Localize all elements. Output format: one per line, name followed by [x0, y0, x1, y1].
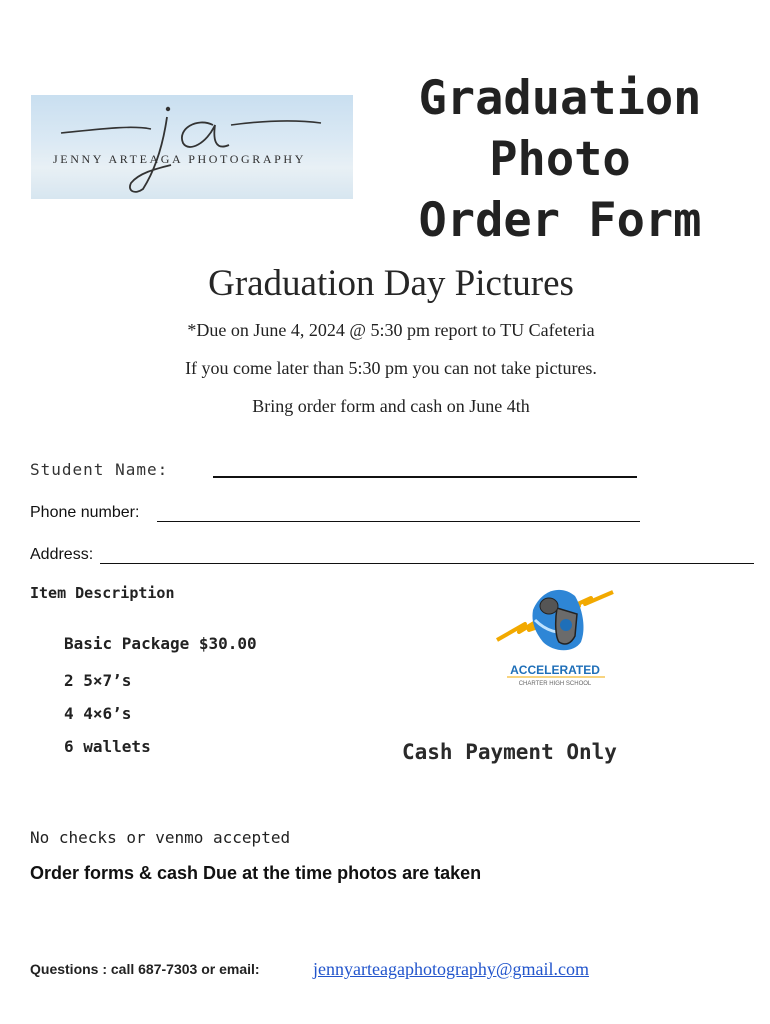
title-line-2: Photo [489, 132, 631, 187]
subtitle: Graduation Day Pictures [208, 263, 574, 304]
package-item: 2 5×7’s [64, 671, 132, 690]
info-due-date: *Due on June 4, 2024 @ 5:30 pm report to TU Cafeteria [187, 320, 595, 340]
title-line-3: Order Form [418, 193, 702, 248]
phone-field[interactable] [157, 521, 640, 522]
school-subtitle: CHARTER HIGH SCHOOL [518, 681, 592, 687]
package-item: 4 4×6’s [64, 704, 132, 723]
package-price: Basic Package $30.00 [64, 634, 257, 653]
title-line-1: Graduation [418, 71, 702, 126]
info-late-warning: If you come later than 5:30 pm you can not take pictures. [185, 358, 597, 378]
knight-mascot-icon [495, 580, 617, 688]
item-description-header: Item Description [30, 584, 175, 602]
package-item: 6 wallets [64, 737, 151, 756]
form-title [380, 68, 740, 251]
school-logo [495, 580, 617, 688]
questions-contact: Questions : call 687-7303 or email: [30, 961, 260, 977]
logo-signature-icon [31, 95, 353, 199]
no-checks-note: No checks or venmo accepted [30, 828, 291, 847]
address-label: Address: [30, 546, 94, 563]
info-bring-form: Bring order form and cash on June 4th [252, 396, 530, 416]
order-due-note: Order forms & cash Due at the time photos are taken [30, 863, 482, 883]
student-name-label: Student Name: [30, 460, 169, 479]
student-name-field[interactable] [213, 476, 637, 478]
payment-note: Cash Payment Only [402, 740, 617, 764]
school-name: ACCELERATED [510, 663, 600, 677]
address-field[interactable] [100, 563, 754, 564]
brand-logo [31, 95, 353, 199]
logo-wordmark: JENNY ARTEAGA PHOTOGRAPHY [53, 152, 306, 166]
phone-label: Phone number: [30, 504, 140, 521]
email-link[interactable]: jennyarteagaphotography@gmail.com [313, 959, 589, 979]
